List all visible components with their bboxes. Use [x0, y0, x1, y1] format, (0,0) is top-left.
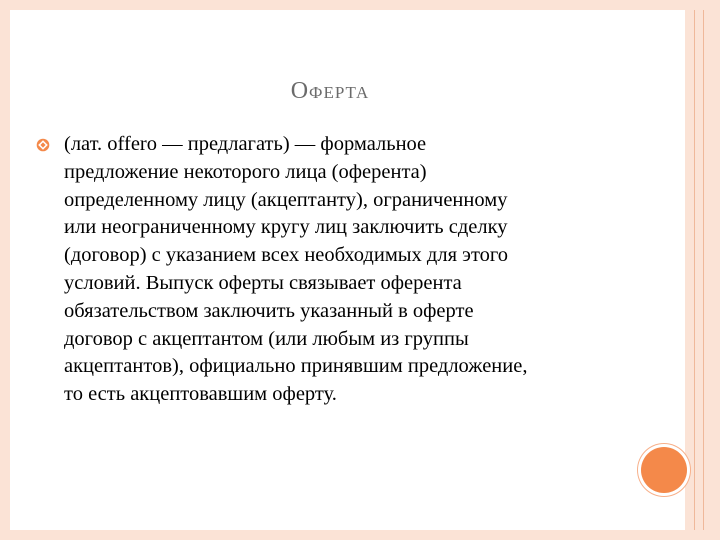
- bullet-line: договор с акцептантом (или любым из группы: [64, 327, 469, 350]
- bullet-line: то есть акцептовавшим оферту.: [64, 383, 337, 406]
- slide-title: [0, 78, 660, 105]
- bullet-line: или неограниченному кругу лиц заключить сделку: [64, 216, 508, 239]
- bullet-line: (договор) с указанием всех необходимых для этого: [64, 244, 509, 267]
- bullet-text: [64, 131, 624, 409]
- diamond-bullet-icon: [36, 138, 50, 152]
- decorative-rail-line-left: [694, 10, 695, 530]
- bullet-line: акцептантов), официально принявшим предложение,: [64, 355, 528, 378]
- bullet-line: определенному лицу (акцептанту), ограниченному: [64, 188, 508, 211]
- bullet-line: (лат. offero — предлагать) — формальное: [64, 133, 427, 155]
- bullet-line: предложение некоторого лица (оферента): [64, 160, 427, 183]
- bullet-line: обязательством заключить указанный в оферте: [64, 299, 474, 322]
- decorative-rail-line-right: [703, 10, 704, 530]
- slide-title-text: Оферта: [290, 78, 370, 104]
- bullet-line: условий. Выпуск оферты связывает оферента: [64, 271, 462, 294]
- decorative-orange-circle: [641, 447, 687, 493]
